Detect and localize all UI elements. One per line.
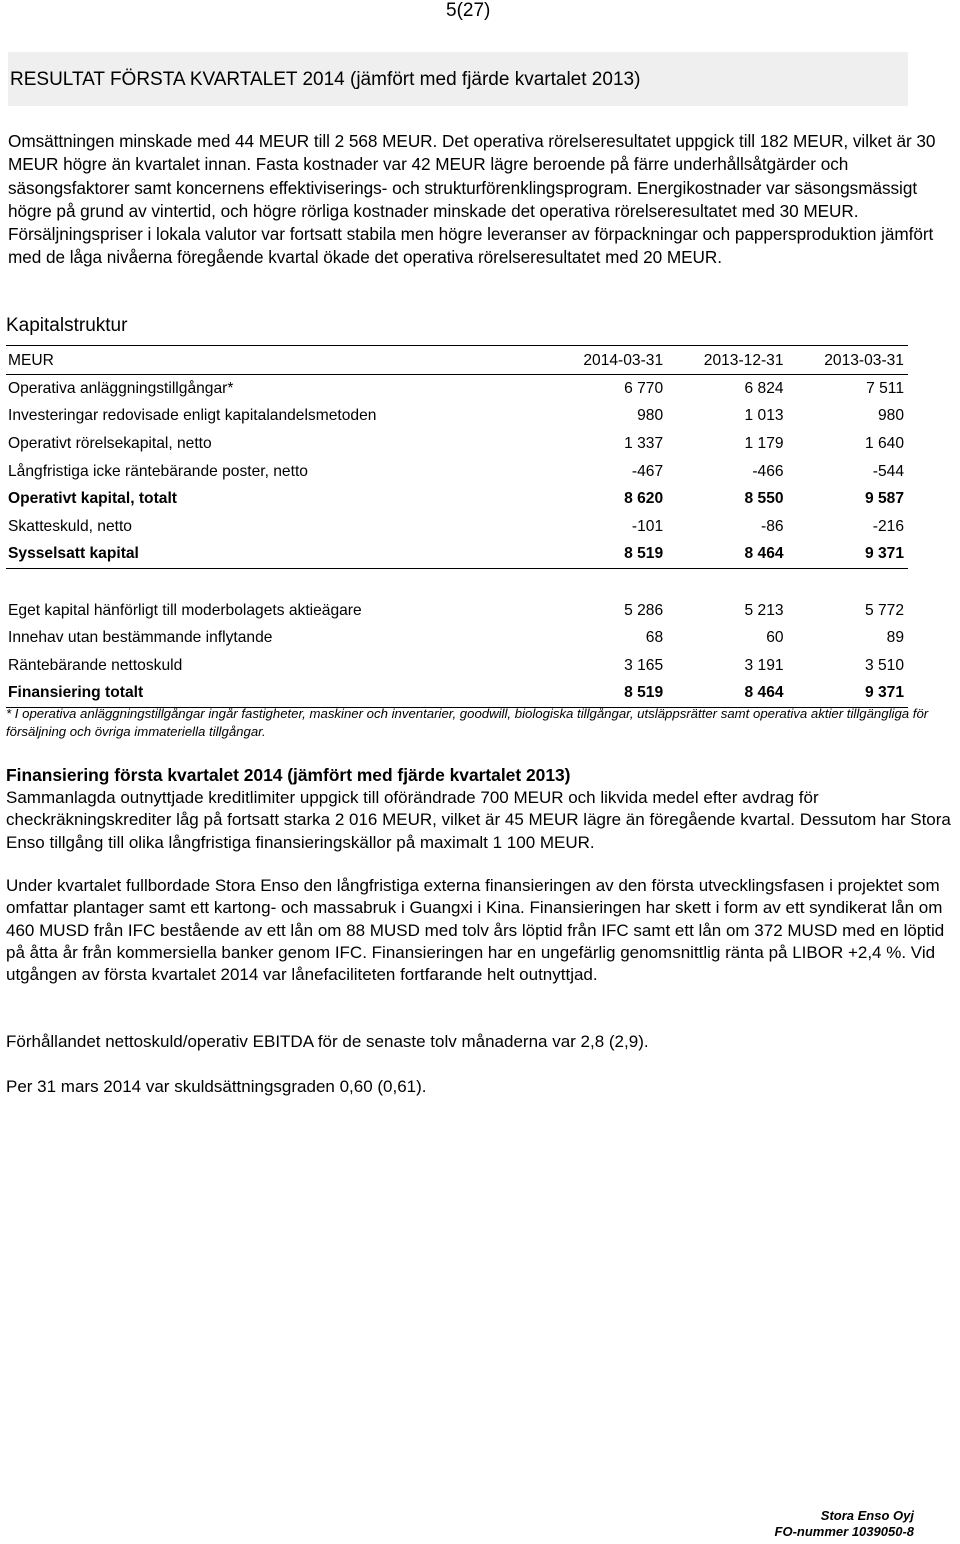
table-row	[6, 458, 908, 486]
cell-value: -467	[631, 462, 664, 480]
cell-value: 3 510	[864, 656, 904, 674]
row-label: Operativt rörelsekapital, netto	[8, 434, 212, 452]
row-label: Operativa anläggningstillgångar*	[8, 379, 234, 397]
cell-value: 6 770	[624, 379, 664, 397]
finansiering-paragraph-3: Förhållandet nettoskuld/operativ EBITDA för de senaste tolv månaderna var 2,8 (2,9).	[6, 1032, 649, 1051]
cell-value: -466	[752, 462, 784, 480]
cell-value: -101	[631, 517, 664, 535]
intro-paragraph: Omsättningen minskade med 44 MEUR till 2 568 MEUR. Det operativa rörelseresultatet uppgick till 182 MEUR, vilket är 30 MEUR högre än kvartalet innan. Fasta kostnader var 42 MEUR lägre beroende på färre underhållsåtgärder och säsongsfaktorer samt koncernens effektiviserings- och strukturförenklingsprogram. Energikostnader var säsongsmässigt högre på grund av vintertid, och högre rörliga kostnader minskade det operativa rörelseresultatet med 30 MEUR. Försäljningspriser i lokala valutor var fortsatt stabila men högre leveranser av förpackningar och pappersproduktion jämfört med de låga nivåerna föregående kvartal ökade det operativa rörelseresultatet med 20 MEUR.	[8, 131, 936, 268]
finansiering-paragraph-1: Sammanlagda outnyttjade kreditlimiter uppgick till oförändrade 700 MEUR och likvida medel efter avdrag för checkräkningskrediter låg på fortsatt starka 2 016 MEUR, vilket är 45 MEUR lägre än föregående kvartal. Dessutom har Stora Enso tillgång till olika långfristiga finansieringskällor på maximalt 1 100 MEUR.	[6, 788, 951, 852]
cell-value: 3 191	[744, 656, 784, 674]
cell-value: 8 620	[624, 490, 664, 508]
cell-value: 1 640	[864, 434, 904, 452]
cell-value: 6 824	[744, 379, 784, 397]
table-header-row	[6, 347, 908, 375]
cell-value: 8 464	[667, 541, 787, 569]
table-spacer	[6, 569, 908, 597]
cell-value: 5 286	[624, 601, 664, 619]
table-row-total	[6, 541, 908, 569]
section-header	[8, 52, 908, 106]
cell-value: 8 464	[667, 680, 787, 708]
cell-value: 3 165	[624, 656, 664, 674]
row-label: Operativt kapital, totalt	[8, 490, 177, 508]
table-row-total	[6, 680, 908, 708]
cell-value: 1 337	[624, 434, 664, 452]
cell-value: 60	[766, 629, 784, 647]
row-label: Innehav utan bestämmande inflytande	[8, 629, 273, 647]
cell-value: 8 550	[744, 490, 784, 508]
row-label: Investeringar redovisade enligt kapitalandelsmetoden	[8, 407, 377, 425]
cell-value: 7 511	[866, 379, 904, 397]
page-footer	[775, 1508, 914, 1540]
table-row	[6, 430, 908, 458]
finansiering-title: Finansiering första kvartalet 2014 (jämfört med fjärde kvartalet 2013)	[6, 765, 571, 785]
cell-value: 89	[886, 629, 904, 647]
row-label: Räntebärande nettoskuld	[8, 656, 183, 674]
footer-org-number: FO-nummer 1039050-8	[774, 1524, 914, 1539]
finansiering-paragraph-2: Under kvartalet fullbordade Stora Enso den långfristiga externa finansieringen av den första utvecklingsfasen i projektet som omfattar plantager samt ett kartong- och massabruk i Guangxi i Kina. Finansieringen har skett i form av ett syndikerat lån om 460 MUSD från IFC bestående av ett lån om 88 MUSD med tolv års löptid från IFC samt ett lån om 372 MUSD med en löptid på åtta år från kommersiella banker genom IFC. Finansieringen har en ungefärlig genomsnittlig ränta på LIBOR +2,4 %. Vid utgången av första kvartalet 2014 var lånefaciliteten fortfarande helt outnyttjad.	[6, 876, 945, 985]
table-row	[6, 652, 908, 680]
header-col-2014-03-31: 2014-03-31	[547, 347, 667, 375]
row-label: Långfristiga icke räntebärande poster, netto	[8, 462, 308, 480]
kapitalstruktur-table	[6, 347, 908, 708]
table-row	[6, 597, 908, 625]
table-row-subtotal	[6, 485, 908, 513]
cell-value: 8 519	[547, 541, 667, 569]
cell-value: 5 772	[864, 601, 904, 619]
cell-value: 1 179	[744, 434, 784, 452]
table-row	[6, 375, 908, 403]
spacer-cell	[6, 569, 908, 597]
cell-value: 5 213	[744, 601, 784, 619]
cell-value: 9 371	[788, 541, 908, 569]
cell-value: 9 587	[864, 490, 904, 508]
cell-value: -216	[872, 517, 904, 535]
footer-company: Stora Enso Oyj	[820, 1508, 914, 1523]
header-label: MEUR	[6, 347, 547, 375]
header-col-2013-03-31: 2013-03-31	[788, 347, 908, 375]
cell-value: 980	[877, 407, 904, 425]
table-footnote: * I operativa anläggningstillgångar ingår fastigheter, maskiner och inventarier, goodwill, biologiska tillgångar, utsläppsrätter samt operativa aktier tillgängliga för försäljning och övriga immateriella tillgångar.	[6, 706, 929, 739]
row-label: Eget kapital hänförligt till moderbolagets aktieägare	[8, 601, 362, 619]
section-title: RESULTAT FÖRSTA KVARTALET 2014 (jämfört med fjärde kvartalet 2013)	[10, 69, 641, 90]
row-label: Skatteskuld, netto	[8, 517, 132, 535]
kapitalstruktur-title: Kapitalstruktur	[6, 314, 908, 346]
row-label: Sysselsatt kapital	[6, 541, 547, 569]
cell-value: 1 013	[744, 407, 784, 425]
cell-value: 980	[637, 407, 664, 425]
header-col-2013-12-31: 2013-12-31	[667, 347, 787, 375]
finansiering-paragraph-4: Per 31 mars 2014 var skuldsättningsgraden 0,60 (0,61).	[6, 1077, 427, 1096]
row-label: Finansiering totalt	[6, 680, 547, 708]
cell-value: -544	[872, 462, 904, 480]
cell-value: 68	[645, 629, 664, 647]
page-number: 5(27)	[446, 0, 491, 21]
table-row	[6, 513, 908, 541]
cell-value: 9 371	[788, 680, 908, 708]
cell-value: -86	[761, 517, 784, 535]
table-row	[6, 624, 908, 652]
cell-value: 8 519	[547, 680, 667, 708]
table-row	[6, 403, 908, 431]
